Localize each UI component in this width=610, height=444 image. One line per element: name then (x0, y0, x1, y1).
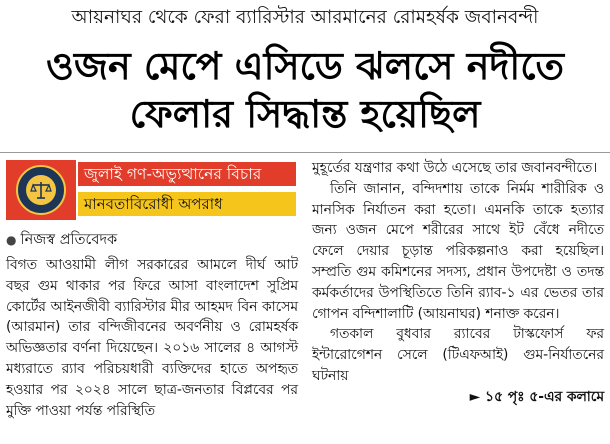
scales-icon (30, 179, 52, 201)
kicker-line: আয়নাঘর থেকে ফেরা ব্যারিস্টার আরমানের রোমহর্ষক জবানবন্দী (71, 7, 539, 28)
column-left (6, 255, 298, 421)
logo-block (6, 160, 76, 220)
column-right (312, 158, 604, 408)
byline-text: নিজস্ব প্রতিবেদক (20, 232, 118, 248)
headline (0, 42, 610, 138)
bullet-icon: ● (6, 233, 17, 247)
headline-line-2: ফেলার সিদ্ধান্ত হয়েছিল (129, 92, 481, 136)
paragraph: গতকাল বুধবার র‍্যাবের টাস্কফোর্স ফর ইন্টারোগেশন সেলে (টিএফআই) গুম-নির্যাতনের ঘটনায় (312, 326, 604, 384)
paragraph: মুহূর্তের যন্ত্রণার কথা উঠে এসেছে তার জবানবন্দীতে। (312, 160, 598, 176)
section-tag-red: জুলাই গণ-অভ্যুত্থানের বিচার (78, 162, 296, 186)
tribunal-seal-icon (16, 165, 66, 215)
headline-line-1: ওজন মেপে এসিডে ঝলসে নদীতে (45, 44, 564, 88)
paragraph: তিনি জানান, বন্দিদশায় তাকে নির্মম শারীরিক ও মানসিক নির্যাতন করা হতো। এমনকি তাকে হত্যার জন্য ওজন মেপে শরীরের সাথে ইট বেঁধে নদীতে ফেলে দেয়ার চূড়ান্ত পরিকল্পনাও করা হয়েছিল। সম্প্রতি গুম কমিশনের সদস্য, প্রধান উপদেষ্টা ও তদন্ত কর্মকর্তাদের উপস্থিতিতে তিনি র‍্যাব-১ এর ভেতর তার গোপন বন্দিশালাটি (আয়নাঘর) শনাক্ত করেন। (312, 180, 604, 322)
section-banner (6, 160, 296, 220)
divider (0, 152, 610, 153)
paragraph: বিগত আওয়ামী লীগ সরকারের আমলে দীর্ঘ আট বছর গুম থাকার পর ফিরে আসা বাংলাদেশ সুপ্রিম কোর্টের আইনজীবী ব্যারিস্টার মীর আহমদ বিন কাসেম (আরমান) তার বন্দিজীবনের অবর্ণনীয় ও রোমহর্ষক অভিজ্ঞতার বর্ণনা দিয়েছেন। ২০১৬ সালের ৪ আগস্ট মধ্যরাতে র‍্যাব পরিচয়ধারী ব্যক্তিদের হাতে অপহৃত হওয়ার পর ২০২৪ সালে ছাত্র-জনতার বিপ্লবের পর মুক্তি পাওয়া পর্যন্ত পরিস্থিতি (6, 257, 298, 419)
section-tag-yellow: মানবতাবিরোধী অপরাধ (78, 192, 296, 216)
continued-on-link: ► ১৫ পৃঃ ৫-এর কলামে (469, 388, 604, 405)
byline (6, 231, 117, 249)
